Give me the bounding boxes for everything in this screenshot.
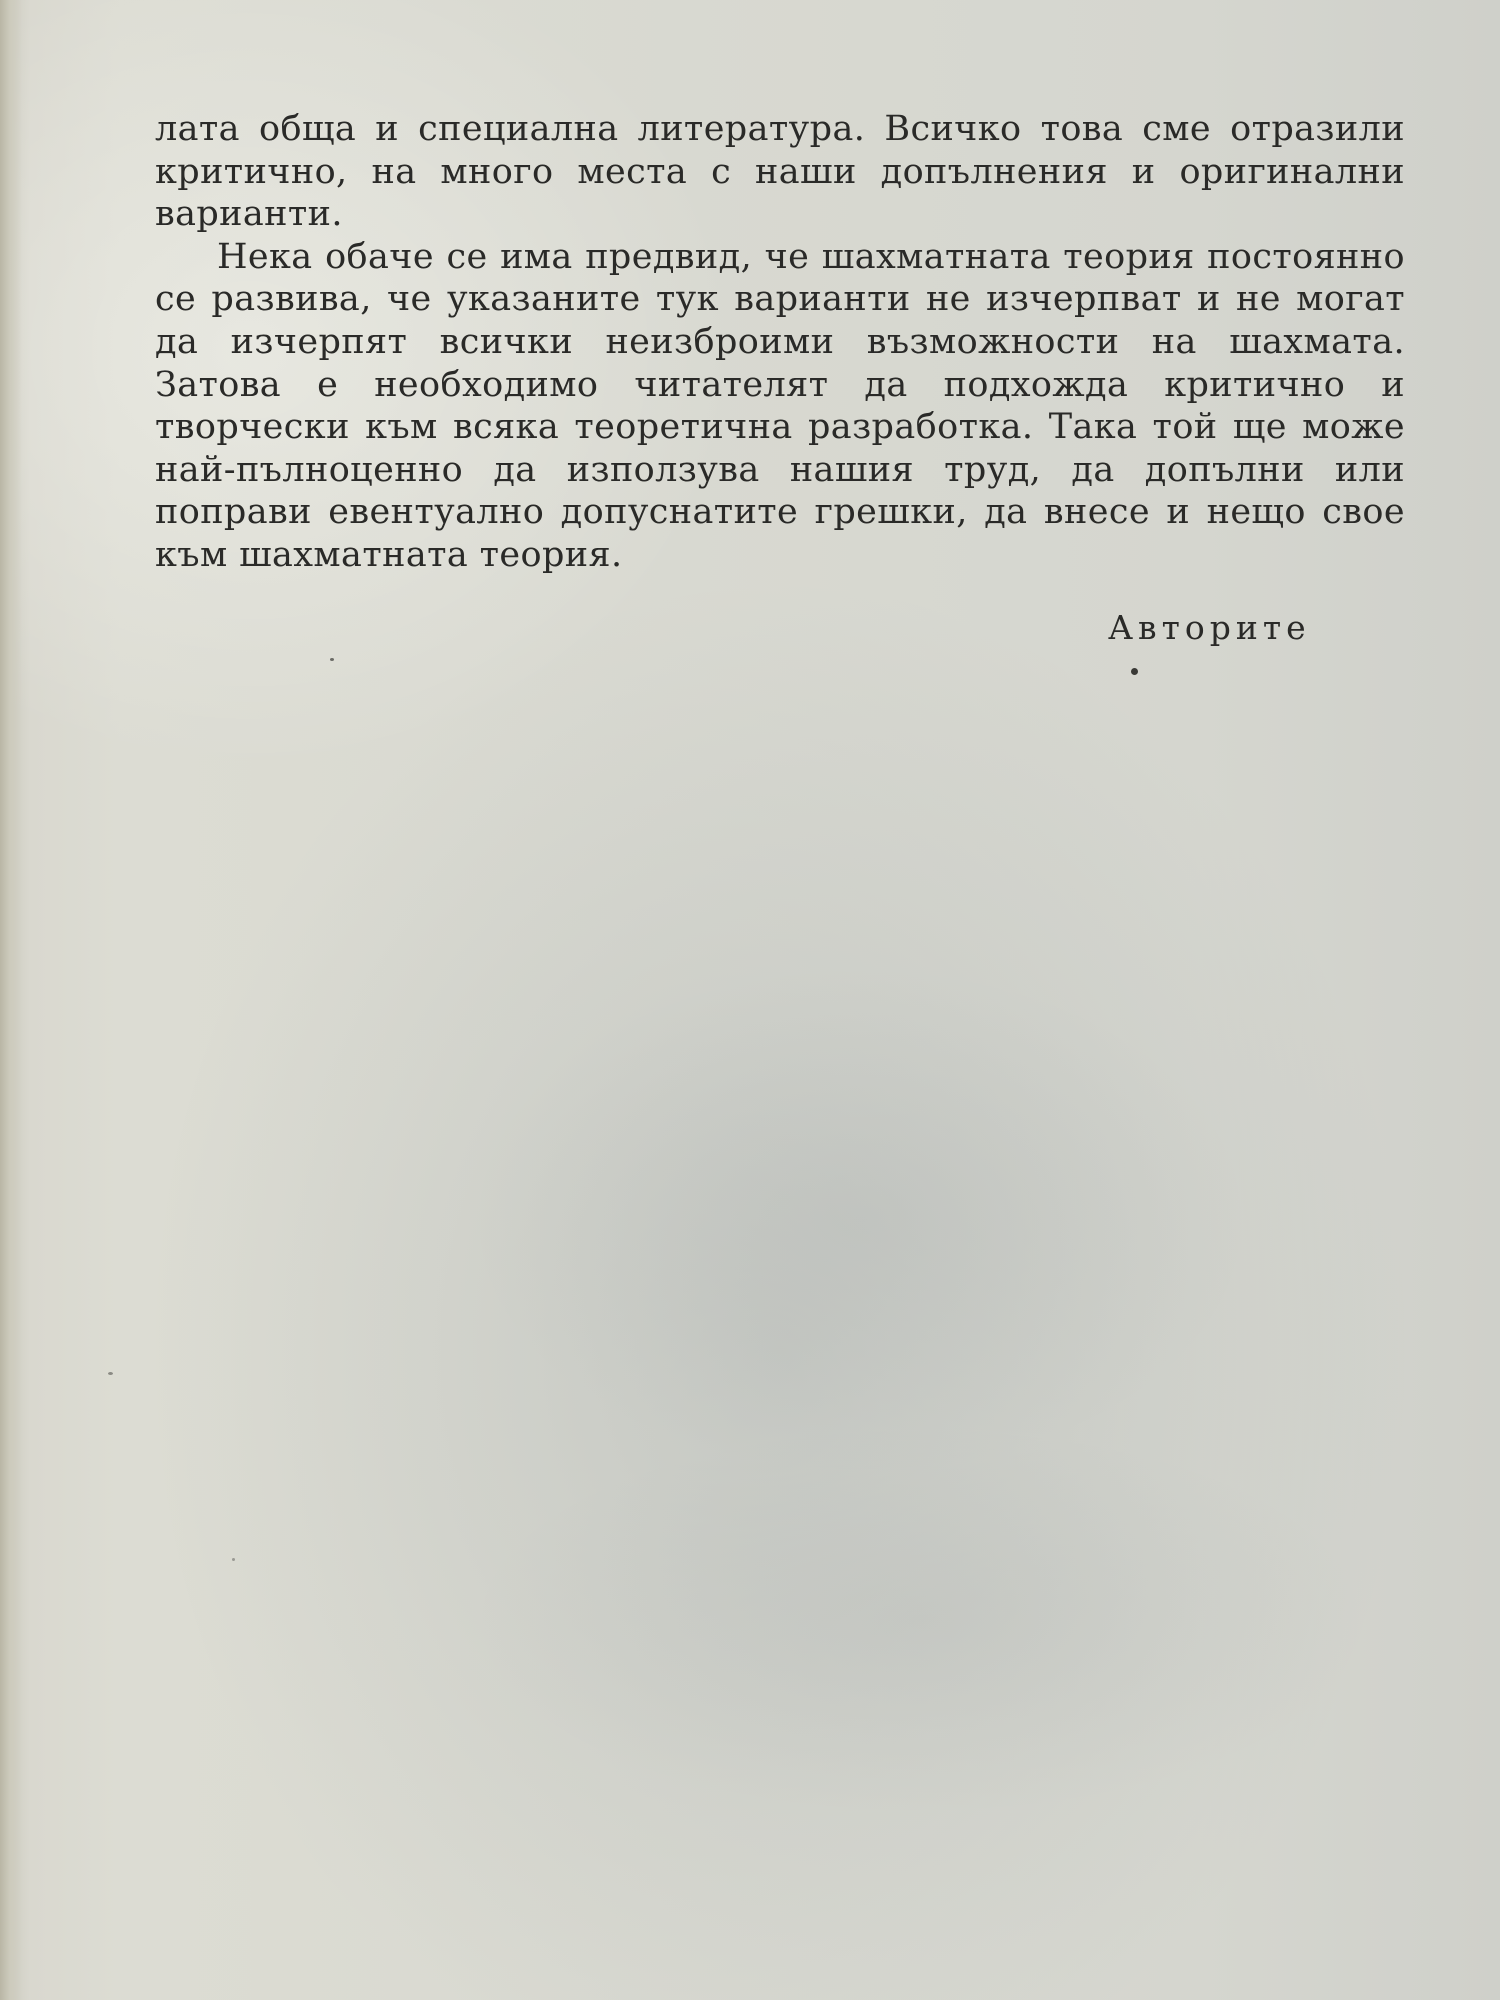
ink-speck [108,1372,113,1375]
paragraph: Нека обаче се има предвид, че шахматната теория постоянно се развива, че указаните тук варианти не изчерпват и не могат да изчерпят всички неизброими възможности на шахмата. Затова е необходимо читателят да подхожда критично и творчески към всяка теоретична разработка. Така той ще може най-пълноценно да използува нашия труд, да допълни или поправи евентуално допуснатите грешки, да внесе и нещо свое към шахматната теория. [155,236,1405,575]
show-through-shadow [160,800,1460,1950]
body-text [155,108,1405,577]
signature: Авторите [1108,608,1311,647]
ink-speck [330,658,334,661]
paragraph-continued: лата обща и специална литература. Всичко това сме отразили критично, на много места с наши допълнения и оригинални варианти. [155,109,1405,235]
ink-speck [1131,668,1138,675]
ink-speck [232,1558,235,1561]
page-binding-edge [0,0,22,2000]
